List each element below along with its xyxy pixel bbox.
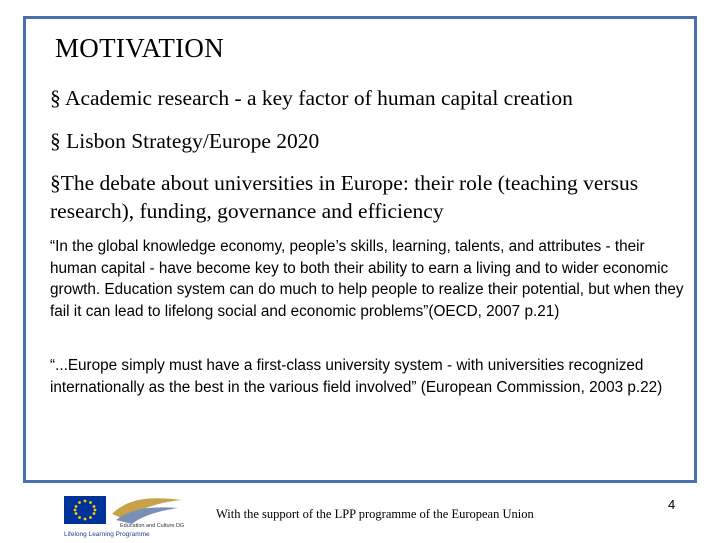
footer-support-text: With the support of the LPP programme of the European Union <box>216 507 534 521</box>
logo-caption-top: Education and Culture DG <box>120 523 185 529</box>
quote-european-commission: “...Europe simply must have a first-class university system - with universities recognized internationally as the best in the various field involved” (European Commission, 2003 p.22) <box>50 357 663 396</box>
logo-caption-bottom: Lifelong Learning Programme <box>64 531 150 538</box>
bullet-lisbon-strategy: § Lisbon Strategy/Europe 2020 <box>50 129 320 153</box>
page-number: 4 <box>668 497 676 512</box>
bullet-academic-research: § Academic research - a key factor of human capital creation <box>50 86 573 110</box>
eu-flag-icon <box>60 494 190 538</box>
lifelong-learning-logo <box>60 494 190 538</box>
quote-oecd: “In the global knowledge economy, people’s skills, learning, talents, and attributes - their human capital - have become key to both their ability to earn a living and to wider economic growth. Education system can do much to help people to realize their potential, but when they fail it can lead to lifelong social and economic problems”(OECD, 2007 p.21) <box>50 238 684 320</box>
slide-title: MOTIVATION <box>55 33 224 63</box>
bullet-debate-universities: §The debate about universities in Europe: their role (teaching versus research), funding, governance and efficiency <box>50 171 639 223</box>
